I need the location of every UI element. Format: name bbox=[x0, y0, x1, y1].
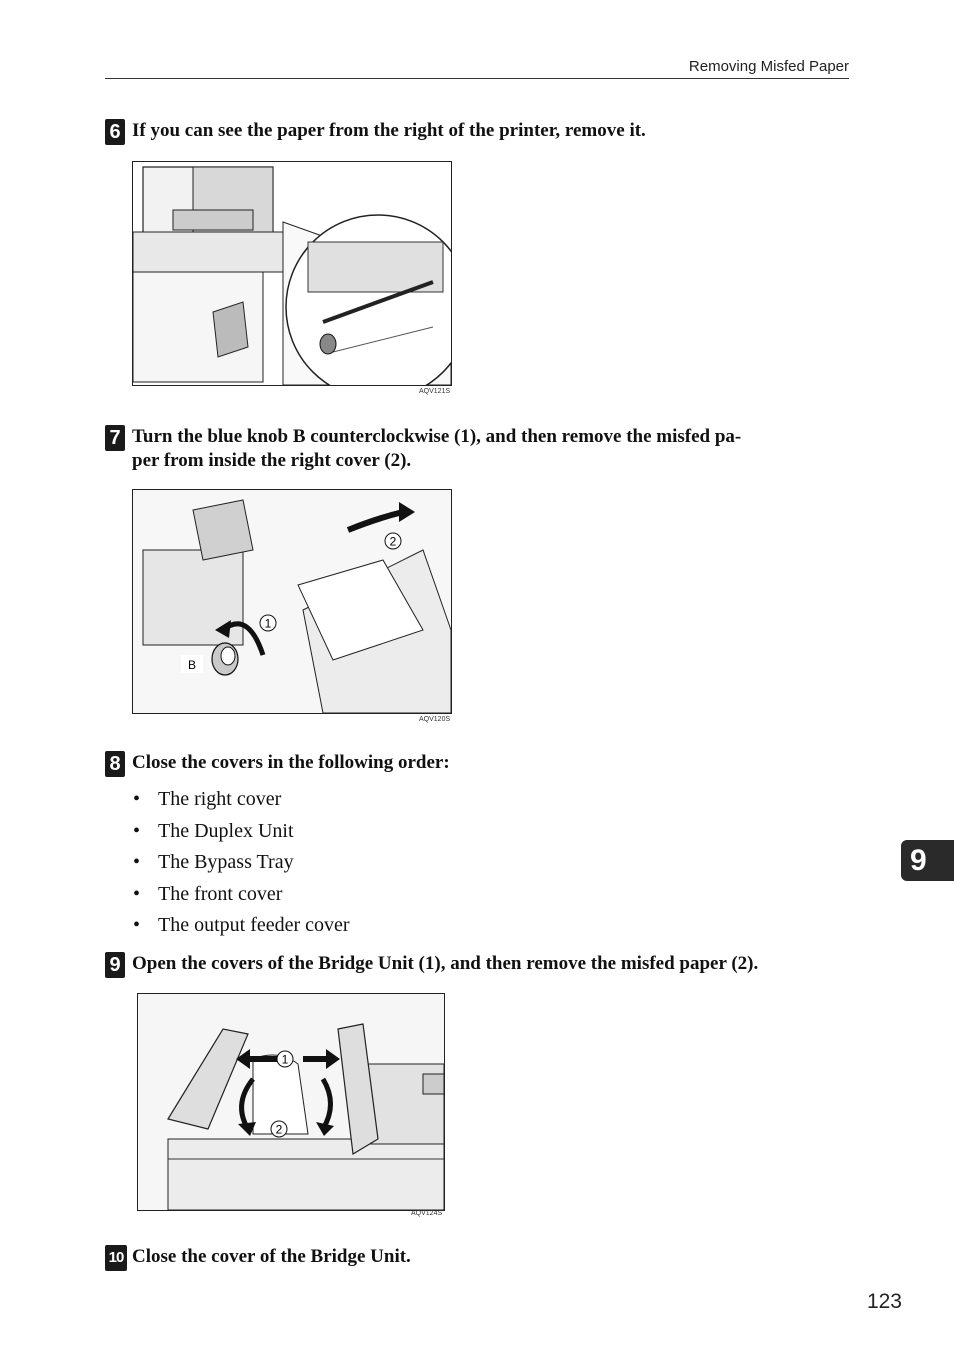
step-instruction: If you can see the paper from the right of the printer, remove it. bbox=[132, 120, 646, 141]
list-item: • The Bypass Tray bbox=[133, 851, 294, 873]
header-rule bbox=[105, 78, 849, 79]
step-6 bbox=[105, 119, 850, 143]
step-7 bbox=[105, 425, 850, 473]
callout-b: B bbox=[187, 658, 197, 672]
callout-2: 2 bbox=[275, 1122, 283, 1137]
list-item: • The Duplex Unit bbox=[133, 819, 294, 842]
figure-code: AQV124S bbox=[411, 1210, 443, 1217]
callout-1: 1 bbox=[281, 1052, 289, 1067]
page-number: 123 bbox=[866, 1290, 902, 1313]
bridge-unit-illustration bbox=[138, 994, 444, 1210]
list-item: • The right cover bbox=[133, 788, 282, 810]
step-instruction: Close the covers in the following order: bbox=[132, 752, 450, 773]
step-instruction: Open the covers of the Bridge Unit (1), and then remove the misfed paper (2). bbox=[132, 953, 759, 974]
knob-b-illustration bbox=[133, 490, 451, 713]
callout-1: 1 bbox=[264, 616, 272, 631]
step-8 bbox=[105, 751, 850, 775]
step-number: 6 bbox=[105, 119, 125, 145]
figure-remove-paper-right bbox=[132, 161, 452, 386]
step-10 bbox=[105, 1245, 850, 1269]
step-instruction-line-2: per from inside the right cover (2). bbox=[132, 450, 412, 471]
step-number: 10 bbox=[105, 1245, 127, 1271]
running-header: Removing Misfed Paper bbox=[688, 58, 849, 75]
printer-right-illustration bbox=[133, 162, 451, 385]
list-item: • The output feeder cover bbox=[133, 914, 350, 936]
step-number: 8 bbox=[105, 751, 125, 777]
callout-2: 2 bbox=[389, 534, 397, 549]
figure-code: AQV121S bbox=[419, 388, 451, 395]
figure-bridge-unit bbox=[137, 993, 445, 1211]
chapter-tab: 9 bbox=[901, 840, 954, 881]
step-number: 9 bbox=[105, 952, 125, 978]
list-item: • The front cover bbox=[133, 882, 283, 905]
step-9 bbox=[105, 952, 850, 976]
figure-code: AQV120S bbox=[419, 716, 451, 723]
step-instruction-line-1: Turn the blue knob B counterclockwise (1), and then remove the misfed pa- bbox=[132, 426, 742, 447]
cover-order-list bbox=[133, 784, 350, 942]
step-instruction bbox=[132, 425, 850, 473]
figure-knob-b bbox=[132, 489, 452, 714]
step-instruction: Close the cover of the Bridge Unit. bbox=[132, 1246, 411, 1267]
step-number: 7 bbox=[105, 425, 125, 451]
